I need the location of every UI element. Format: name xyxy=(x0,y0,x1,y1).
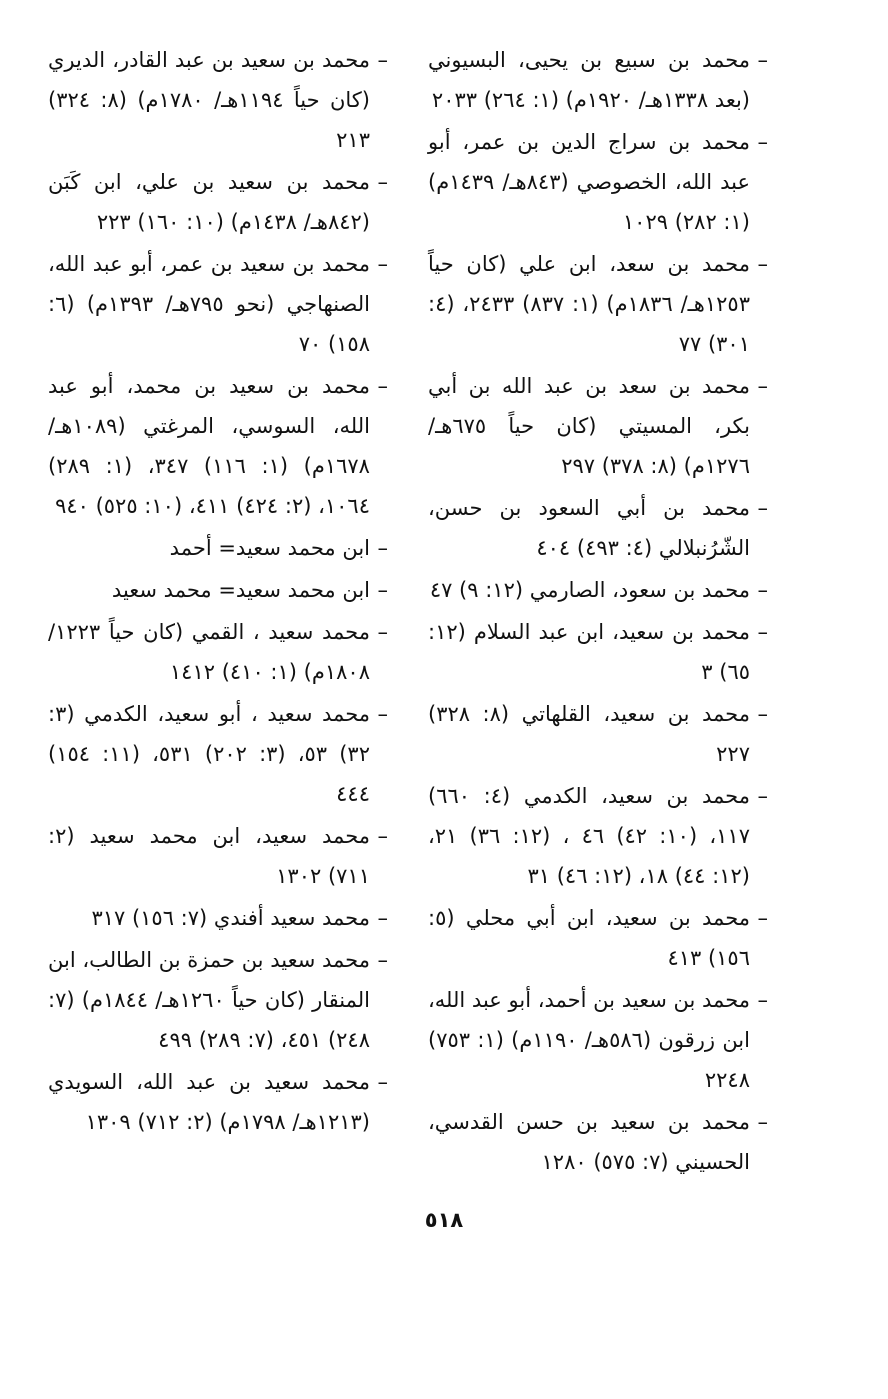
entry-text: محمد بن سعيد بن محمد، أبو عبد الله، السوسي، المرغتي (١٠٨٩هـ/ ١٦٧٨م) (١: ١١٦) ٣٤٧، (١: ٢٨٩) ١٠٦٤، (٢: ٤٢٤) ٤١١، (١٠: ٥٢٥) ٩٤٠ xyxy=(48,374,370,518)
index-entry xyxy=(48,940,388,1060)
entry-text: محمد بن سعيد، ابن أبي محلي (٥: ١٥٦) ٤١٣ xyxy=(428,906,750,970)
entry-text: محمد سعيد، ابن محمد سعيد (٢: ٧١١) ١٣٠٢ xyxy=(48,824,370,888)
entry-text: محمد بن سعيد بن أحمد، أبو عبد الله، ابن زرقون (٥٨٦هـ/ ١١٩٠م) (١: ٧٥٣) ٢٢٤٨ xyxy=(428,988,750,1092)
index-entry xyxy=(48,570,388,610)
index-entry xyxy=(428,244,768,364)
entry-dash: – xyxy=(757,130,768,154)
entry-dash: – xyxy=(377,252,388,276)
entry-text: محمد بن سعد، ابن علي (كان حياً ١٢٥٣هـ/ ١٨٣٦م) (١: ٨٣٧) ٢٤٣٣، (٤: ٣٠١) ٧٧ xyxy=(428,252,750,356)
entry-text: ابن محمد سعيد= أحمد xyxy=(169,536,370,560)
entry-text: محمد بن سعيد بن عبد القادر، الديري (كان حياً ١١٩٤هـ/ ١٧٨٠م) (٨: ٣٢٤) ٢١٣ xyxy=(48,48,370,152)
index-entry xyxy=(428,776,768,896)
entry-dash: – xyxy=(757,48,768,72)
entry-dash: – xyxy=(377,170,388,194)
entry-text: محمد بن سعيد بن علي، ابن كَبَن (٨٤٢هـ/ ١٤٣٨م) (١٠: ١٦٠) ٢٢٣ xyxy=(48,170,370,234)
entry-text: محمد سعيد ، أبو سعيد، الكدمي (٣: ٣٢) ٥٣، (٣: ٢٠٢) ٥٣١، (١١: ١٥٤) ٤٤٤ xyxy=(48,702,370,806)
entry-dash: – xyxy=(377,1070,388,1094)
index-entry xyxy=(48,898,388,938)
index-entry xyxy=(428,488,768,568)
entry-dash: – xyxy=(377,948,388,972)
entry-text: محمد بن سراج الدين بن عمر، أبو عبد الله، الخصوصي (٨٤٣هـ/ ١٤٣٩م) (١: ٢٨٢) ١٠٢٩ xyxy=(428,130,750,234)
entry-dash: – xyxy=(757,906,768,930)
entry-dash: – xyxy=(377,702,388,726)
entry-dash: – xyxy=(757,1110,768,1134)
entry-text: محمد بن سعيد، ابن عبد السلام (١٢: ٦٥) ٣ xyxy=(428,620,750,684)
right-column xyxy=(428,40,768,1184)
page-number: ٥١٨ xyxy=(424,1208,464,1232)
index-entry xyxy=(428,40,768,120)
index-entry xyxy=(428,612,768,692)
entry-dash: – xyxy=(377,824,388,848)
entry-text: محمد بن سعيد، القلهاتي (٨: ٣٢٨) ٢٢٧ xyxy=(428,702,750,766)
entry-text: محمد سعيد بن عبد الله، السويدي (١٢١٣هـ/ ١٧٩٨م) (٢: ٧١٢) ١٣٠٩ xyxy=(48,1070,370,1134)
entry-dash: – xyxy=(377,536,388,560)
left-column xyxy=(48,40,388,1144)
entry-text: ابن محمد سعيد= محمد سعيد xyxy=(111,578,370,602)
index-entry xyxy=(428,694,768,774)
index-entry xyxy=(428,980,768,1100)
index-entry xyxy=(428,366,768,486)
entry-dash: – xyxy=(377,906,388,930)
entry-text: محمد بن سعيد، الكدمي (٤: ٦٦٠) ١١٧، (١٠: ٤٢) ٤٦ ، (١٢: ٣٦) ٢١، (١٢: ٤٤) ١٨، (١٢: ٤٦) ٣١ xyxy=(428,784,750,888)
entry-dash: – xyxy=(757,784,768,808)
index-entry xyxy=(428,898,768,978)
index-entry xyxy=(48,612,388,692)
entry-text: محمد سعيد ، القمي (كان حياً ١٢٢٣/ ١٨٠٨م) (١: ٤١٠) ١٤١٢ xyxy=(48,620,370,684)
entry-dash: – xyxy=(757,988,768,1012)
entry-dash: – xyxy=(377,374,388,398)
entry-dash: – xyxy=(377,620,388,644)
index-entry xyxy=(48,694,388,814)
index-entry xyxy=(48,40,388,160)
entry-dash: – xyxy=(377,578,388,602)
entry-text: محمد بن سعيد بن حسن القدسي، الحسيني (٧: ٥٧٥) ١٢٨٠ xyxy=(428,1110,750,1174)
entry-dash: – xyxy=(757,374,768,398)
index-entry xyxy=(48,816,388,896)
index-entry xyxy=(48,1062,388,1142)
entry-dash: – xyxy=(757,620,768,644)
entry-text: محمد بن سعيد بن عمر، أبو عبد الله، الصنهاجي (نحو ٧٩٥هـ/ ١٣٩٣م) (٦: ١٥٨) ٧٠ xyxy=(48,252,370,356)
index-entry xyxy=(48,528,388,568)
entry-dash: – xyxy=(377,48,388,72)
index-entry xyxy=(48,366,388,526)
entry-dash: – xyxy=(757,252,768,276)
entry-text: محمد بن سعود، الصارمي (١٢: ٩) ٤٧ xyxy=(429,578,750,602)
index-entry xyxy=(428,570,768,610)
index-entry xyxy=(428,122,768,242)
index-entry xyxy=(48,244,388,364)
entry-text: محمد بن أبي السعود بن حسن، الشّرُنبلالي (٤: ٤٩٣) ٤٠٤ xyxy=(428,496,750,560)
entry-text: محمد بن سبيع بن يحيى، البسيوني (بعد ١٣٣٨هـ/ ١٩٢٠م) (١: ٢٦٤) ٢٠٣٣ xyxy=(428,48,750,112)
entry-text: محمد سعيد أفندي (٧: ١٥٦) ٣١٧ xyxy=(91,906,370,930)
entry-text: محمد بن سعد بن عبد الله بن أبي بكر، المسيتي (كان حياً ٦٧٥هـ/ ١٢٧٦م) (٨: ٣٧٨) ٢٩٧ xyxy=(428,374,750,478)
index-entry xyxy=(428,1102,768,1182)
entry-dash: – xyxy=(757,496,768,520)
entry-dash: – xyxy=(757,578,768,602)
entry-text: محمد سعيد بن حمزة بن الطالب، ابن المنقار (كان حياً ١٢٦٠هـ/ ١٨٤٤م) (٧: ٢٤٨) ٤٥١، (٧: ٢٨٩) ٤٩٩ xyxy=(48,948,370,1052)
index-entry xyxy=(48,162,388,242)
entry-dash: – xyxy=(757,702,768,726)
